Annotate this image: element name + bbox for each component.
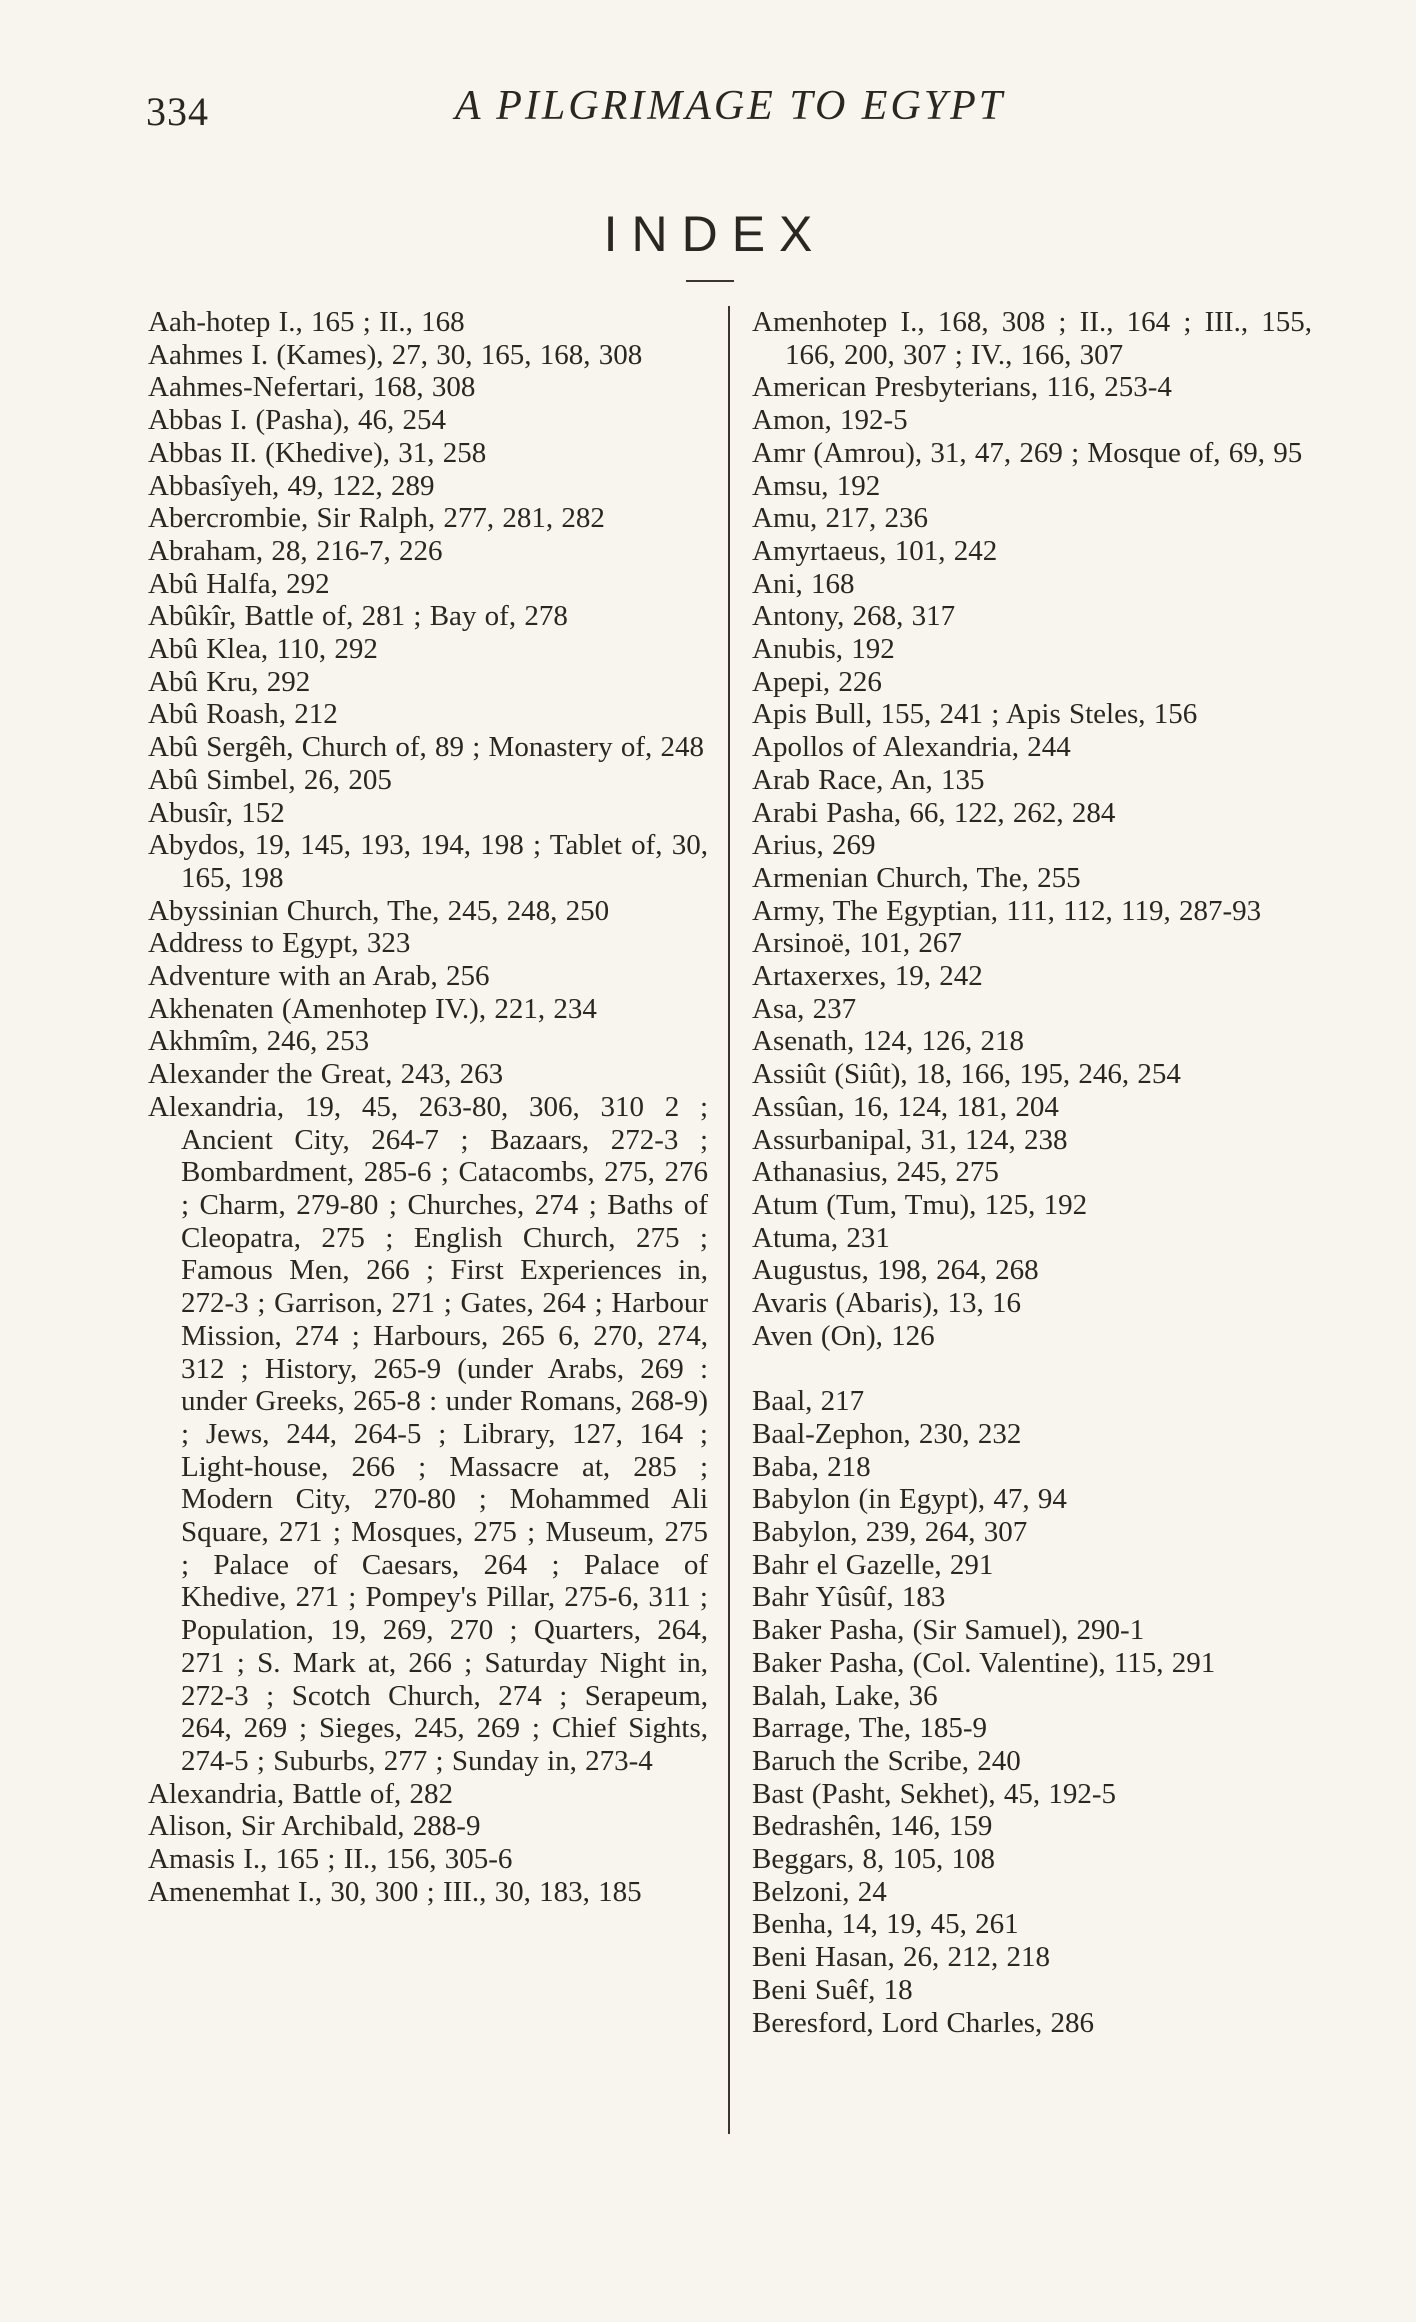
index-entry: Alexander the Great, 243, 263	[148, 1058, 504, 1091]
index-entry: Benha, 14, 19, 45, 261	[752, 1908, 1019, 1941]
index-entry: Arius, 269	[752, 829, 876, 862]
index-entry: Abû Simbel, 26, 205	[148, 763, 392, 796]
index-entry: Apepi, 226	[752, 665, 882, 698]
index-entry: Assiût (Siût), 18, 166, 195, 246, 254	[752, 1058, 1181, 1091]
index-entry: Aven (On), 126	[752, 1319, 935, 1352]
index-entry: Bahr el Gazelle, 291	[752, 1548, 994, 1581]
index-entry: Apis Bull, 155, 241 ; Apis Steles, 156	[752, 698, 1198, 731]
index-entry: Adventure with an Arab, 256	[148, 960, 490, 993]
index-entry: Alexandria, 19, 45, 263-80, 306, 310 2 ; Ancient City, 264-7 ; Bazaars, 272-3 ; Bombardment, 285-6 ; Catacombs, 275, 276 ; Charm, 279-80 ; Churches, 274 ; Baths of Cleopatra, 275 ; English Church, 275 ; Famous Men, 266 ; First Experiences in, 272-3 ; Garrison, 271 ; Gates, 264 ; Harbour Mission, 274 ; Harbours, 265 6, 270, 274, 312 ; History, 265-9 (under Arabs, 269 : under Greeks, 265-8 : under Romans, 268-9) ; Jews, 244, 264-5 ; Library, 127, 164 ; Light-house, 266 ; Massacre at, 285 ; Modern City, 270-80 ; Mohammed Ali Square, 271 ; Mosques, 275 ; Museum, 275 ; Palace of Caesars, 264 ; Palace of Khedive, 271 ; Pompey's Pillar, 275-6, 311 ; Population, 19, 269, 270 ; Quarters, 264, 271 ; S. Mark at, 266 ; Saturday Night in, 272-3 ; Scotch Church, 274 ; Serapeum, 264, 269 ; Sieges, 245, 269 ; Chief Sights, 274-5 ; Suburbs, 277 ; Sunday in, 273-4	[148, 1090, 708, 1777]
index-entry: Balah, Lake, 36	[752, 1679, 938, 1712]
index-entry: Aahmes I. (Kames), 27, 30, 165, 168, 308	[148, 338, 643, 371]
index-entry: Assurbanipal, 31, 124, 238	[752, 1123, 1068, 1156]
index-entry: Babylon (in Egypt), 47, 94	[752, 1483, 1067, 1516]
index-entry: Babylon, 239, 264, 307	[752, 1516, 1028, 1548]
index-entry: Beggars, 8, 105, 108	[752, 1843, 996, 1876]
index-entry: Augustus, 198, 264, 268	[752, 1254, 1039, 1287]
index-entry: Arabi Pasha, 66, 122, 262, 284	[752, 796, 1116, 829]
index-entry: Apollos of Alexandria, 244	[752, 731, 1071, 764]
index-entry: Baba, 218	[752, 1450, 871, 1483]
index-entry: Baker Pasha, (Col. Valentine), 115, 291	[752, 1646, 1216, 1679]
index-entry: Armenian Church, The, 255	[752, 861, 1081, 894]
index-entry: Abraham, 28, 216-7, 226	[148, 534, 443, 567]
index-entry: Army, The Egyptian, 111, 112, 119, 287-93	[752, 894, 1262, 927]
index-entry: Baruch the Scribe, 240	[752, 1744, 1021, 1777]
index-entry: Artaxerxes, 19, 242	[752, 960, 983, 993]
index-entry: Beresford, Lord Charles, 286	[752, 2006, 1095, 2039]
index-entry: Athanasius, 245, 275	[752, 1156, 999, 1189]
index-entry: Aah-hotep I., 165 ; II., 168	[148, 306, 465, 338]
index-entry: Address to Egypt, 323	[148, 927, 411, 960]
index-entry: Baal, 217	[752, 1385, 865, 1418]
index-entry: Anubis, 192	[752, 633, 895, 666]
index-entry: Atum (Tum, Tmu), 125, 192	[752, 1188, 1088, 1221]
index-entry: Arsinoë, 101, 267	[752, 927, 962, 960]
index-entry: Amasis I., 165 ; II., 156, 305-6	[148, 1843, 513, 1876]
index-entry: Assûan, 16, 124, 181, 204	[752, 1090, 1059, 1123]
index-entry: Baker Pasha, (Sir Samuel), 290-1	[752, 1614, 1145, 1647]
index-entry: Alison, Sir Archibald, 288-9	[148, 1810, 481, 1843]
index-entry: Bedrashên, 146, 159	[752, 1810, 993, 1843]
index-entry: Amu, 217, 236	[752, 502, 928, 535]
index-entry: Abû Klea, 110, 292	[148, 633, 378, 666]
index-entry: Amon, 192-5	[752, 404, 908, 437]
index-entry: Belzoni, 24	[752, 1875, 887, 1908]
page-number: 334	[146, 89, 209, 134]
index-column-right	[752, 306, 1312, 2039]
index-entry: Abû Roash, 212	[148, 698, 338, 731]
index-entry: Abyssinian Church, The, 245, 248, 250	[148, 894, 610, 927]
index-entry: Abbasîyeh, 49, 122, 289	[148, 469, 435, 502]
index-entry: Bast (Pasht, Sekhet), 45, 192-5	[752, 1777, 1117, 1810]
index-entry: Beni Suêf, 18	[752, 1973, 913, 2006]
index-entry: Asenath, 124, 126, 218	[752, 1025, 1025, 1058]
index-entry: Beni Hasan, 26, 212, 218	[752, 1941, 1050, 1974]
running-head: A PILGRIMAGE TO EGYPT	[454, 83, 1006, 129]
letter-section-gap	[752, 1353, 1312, 1386]
index-entry: Abydos, 19, 145, 193, 194, 198 ; Tablet of, 30, 165, 198	[148, 829, 708, 894]
index-entry: Asa, 237	[752, 992, 857, 1025]
column-divider	[728, 306, 730, 2134]
index-entry: Amr (Amrou), 31, 47, 269 ; Mosque of, 69, 95	[752, 436, 1303, 469]
index-column-left	[148, 306, 708, 1908]
index-entry: Atuma, 231	[752, 1221, 890, 1254]
index-entry: Abû Halfa, 292	[148, 567, 330, 600]
title-rule	[686, 280, 734, 282]
index-entry: Antony, 268, 317	[752, 600, 956, 633]
index-entry: Baal-Zephon, 230, 232	[752, 1417, 1022, 1450]
index-entry: Amenemhat I., 30, 300 ; III., 30, 183, 185	[148, 1875, 642, 1908]
index-entry: Abû Kru, 292	[148, 665, 311, 698]
index-entry: Arab Race, An, 135	[752, 763, 985, 796]
index-entry: Amsu, 192	[752, 469, 881, 502]
index-entry: Ani, 168	[752, 567, 855, 600]
index-entry: Akhenaten (Amenhotep IV.), 221, 234	[148, 992, 597, 1025]
index-entry: Abusîr, 152	[148, 796, 285, 829]
index-entry: Avaris (Abaris), 13, 16	[752, 1287, 1022, 1320]
index-entry: Amenhotep I., 168, 308 ; II., 164 ; III., 155, 166, 200, 307 ; IV., 166, 307	[752, 306, 1312, 371]
index-entry: Abû Sergêh, Church of, 89 ; Monastery of, 248	[148, 731, 704, 764]
index-entry: Aahmes-Nefertari, 168, 308	[148, 371, 476, 404]
index-entry: Bahr Yûsûf, 183	[752, 1581, 946, 1614]
index-entry: Abbas I. (Pasha), 46, 254	[148, 404, 446, 437]
index-entry: American Presbyterians, 116, 253-4	[752, 371, 1172, 404]
index-entry: Amyrtaeus, 101, 242	[752, 534, 998, 567]
index-entry: Alexandria, Battle of, 282	[148, 1777, 453, 1810]
index-entry: Akhmîm, 246, 253	[148, 1025, 370, 1058]
index-entry: Abercrombie, Sir Ralph, 277, 281, 282	[148, 502, 605, 535]
index-entry: Abbas II. (Khedive), 31, 258	[148, 436, 487, 469]
index-entry: Abûkîr, Battle of, 281 ; Bay of, 278	[148, 600, 568, 633]
index-title: INDEX	[603, 206, 827, 262]
index-entry: Barrage, The, 185-9	[752, 1712, 987, 1745]
